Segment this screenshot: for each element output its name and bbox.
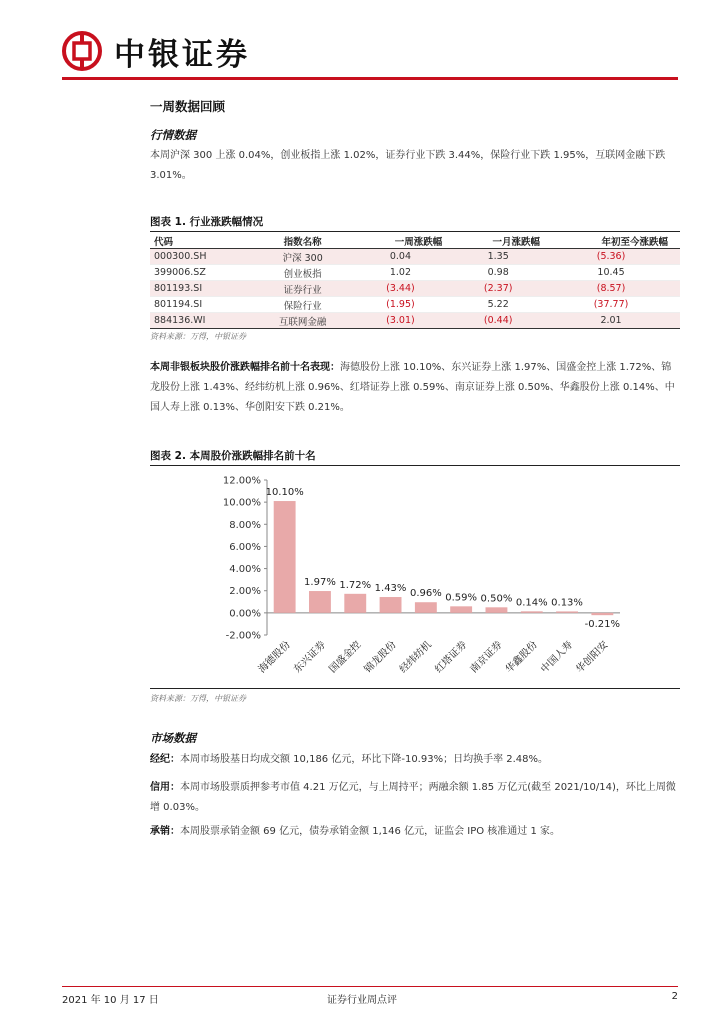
cell-ytd: 2.01: [552, 313, 680, 329]
chart-bottom-rule: [150, 688, 680, 689]
cell-code: 884136.WI: [150, 313, 259, 329]
header-code: 代码: [150, 234, 259, 249]
credit-label: 信用：: [150, 782, 180, 793]
cell-code: 399006.SZ: [150, 265, 259, 281]
header-month: 一月涨跌幅: [454, 234, 552, 249]
y-tick-label: 2.00%: [229, 586, 261, 598]
cell-code: 000300.SH: [150, 249, 259, 265]
cell-month: (0.44): [454, 313, 552, 329]
market-subtitle: 行情数据: [150, 128, 196, 142]
ranking-body: 海德股份上涨 10.10%、东兴证券上涨 1.97%、国盛金控上涨 1.72%、锦龙股份上涨 1.43%、经纬纺机上涨 0.96%、红塔证券上涨 0.59%、南京证券上涨 0.50%、华鑫股份上涨 0.14%、中国人寿上涨 0.13%、华创阳安下跌 0.21%。: [150, 362, 675, 413]
cell-name: 证券行业: [259, 281, 357, 297]
cell-week: (1.95): [357, 297, 455, 313]
category-label: 经纬纺机: [397, 639, 434, 676]
y-tick-label: 4.00%: [229, 564, 261, 576]
cell-ytd: (37.77): [552, 297, 680, 313]
cell-week: (3.44): [357, 281, 455, 297]
data-label: 1.97%: [304, 577, 336, 589]
bar: [591, 613, 613, 615]
data-label: 1.43%: [374, 583, 407, 595]
bar: [415, 602, 437, 613]
data-label: 0.96%: [409, 588, 442, 600]
cell-name: 保险行业: [259, 297, 357, 313]
category-label: 华创阳安: [574, 639, 611, 676]
underwrite-body: 本周股票承销金额 69 亿元，债券承销金额 1,146 亿元，证监会 IPO 核准通过 1 家。: [180, 826, 560, 837]
cell-week: 1.02: [357, 265, 455, 281]
bar: [380, 597, 402, 613]
table-row: [150, 313, 680, 329]
footer-date: 2021 年 10 月 17 日: [62, 995, 159, 1006]
chart-title: 图表 2. 本周股价涨跌幅排名前十名: [150, 450, 316, 462]
ranking-lead: 本周非银板块股价涨跌幅排名前十名表现：: [150, 362, 340, 373]
cell-ytd: (8.57): [552, 281, 680, 297]
data-label: 0.14%: [515, 597, 548, 609]
y-tick-label: -2.00%: [225, 630, 261, 642]
stock-change-chart: [195, 470, 635, 685]
category-label: 国盛金控: [327, 639, 364, 676]
cell-ytd: 10.45: [552, 265, 680, 281]
data-label: -0.21%: [584, 619, 621, 631]
cell-code: 801194.SI: [150, 297, 259, 313]
cell-month: 5.22: [454, 297, 552, 313]
bar: [556, 611, 578, 612]
underwrite-label: 承销：: [150, 826, 180, 837]
ranking-paragraph: [150, 358, 680, 418]
chart-source: 资料来源：万得，中银证券: [150, 694, 246, 703]
bar: [486, 607, 508, 613]
section-title: 一周数据回顾: [150, 99, 226, 114]
category-label: 中国人寿: [539, 639, 576, 676]
table-row: [150, 249, 680, 265]
category-label: 红塔证券: [433, 639, 470, 676]
data-label: 1.72%: [339, 579, 372, 591]
cell-month: (2.37): [454, 281, 552, 297]
footer-title: 证券行业周点评: [327, 995, 397, 1006]
brand-name: 中银证券: [114, 36, 250, 73]
cell-ytd: (5.36): [552, 249, 680, 265]
data-label: 0.59%: [445, 592, 478, 604]
y-tick-label: 8.00%: [229, 519, 261, 531]
trade-paragraph: [150, 750, 680, 770]
header: [62, 28, 250, 74]
industry-table: [150, 234, 680, 329]
table-row: [150, 281, 680, 297]
bank-logo-icon: [62, 31, 102, 71]
y-tick-label: 0.00%: [229, 608, 261, 620]
y-tick-label: 6.00%: [229, 541, 261, 553]
table-row: [150, 265, 680, 281]
bar: [344, 594, 366, 613]
bar: [274, 501, 296, 613]
credit-paragraph: [150, 778, 680, 818]
credit-body: 本周市场股票质押参考市值 4.21 万亿元，与上周持平；两融余额 1.85 万亿元(截至 2021/10/14)，环比上周微增 0.03%。: [150, 782, 676, 813]
table-title: 图表 1. 行业涨跌幅情况: [150, 216, 264, 228]
data-label: 0.50%: [480, 593, 513, 605]
table-header-row: [150, 234, 680, 249]
y-tick-label: 10.00%: [222, 497, 261, 509]
y-tick-label: 12.00%: [222, 475, 261, 487]
market-paragraph: 本周沪深 300 上涨 0.04%，创业板指上涨 1.02%，证券行业下跌 3.44%，保险行业下跌 1.95%，互联网金融下跌 3.01%。: [150, 150, 666, 181]
category-label: 华鑫股份: [503, 639, 540, 676]
bar: [309, 591, 331, 613]
cell-code: 801193.SI: [150, 281, 259, 297]
market-data-subtitle: 市场数据: [150, 731, 196, 745]
cell-name: 创业板指: [259, 265, 357, 281]
table-top-rule: [150, 231, 680, 232]
header-ytd: 年初至今涨跌幅: [552, 234, 680, 249]
header-week: 一周涨跌幅: [357, 234, 455, 249]
trade-label: 经纪：: [150, 754, 180, 765]
data-label: 10.10%: [265, 487, 304, 499]
chart-top-rule: [150, 465, 680, 466]
cell-week: (3.01): [357, 313, 455, 329]
category-label: 南京证券: [468, 639, 505, 676]
cell-name: 沪深 300: [259, 249, 357, 265]
category-label: 锦龙股份: [362, 639, 399, 676]
cell-week: 0.04: [357, 249, 455, 265]
page-number: 2: [671, 991, 678, 1002]
trade-body: 本周市场股基日均成交额 10,186 亿元，环比下降-10.93%；日均换手率 2.48%。: [180, 754, 549, 765]
category-label: 东兴证券: [292, 639, 329, 676]
cell-month: 1.35: [454, 249, 552, 265]
header-rule: [62, 77, 678, 80]
table-row: [150, 297, 680, 313]
header-name: 指数名称: [259, 234, 357, 249]
footer-rule: [62, 986, 678, 987]
bar: [450, 606, 472, 613]
underwrite-paragraph: [150, 822, 680, 842]
cell-month: 0.98: [454, 265, 552, 281]
data-label: 0.13%: [551, 597, 583, 609]
table-source: 资料来源：万得，中银证券: [150, 332, 246, 341]
bar: [521, 611, 543, 613]
cell-name: 互联网金融: [259, 313, 357, 329]
category-label: 海德股份: [256, 639, 293, 676]
